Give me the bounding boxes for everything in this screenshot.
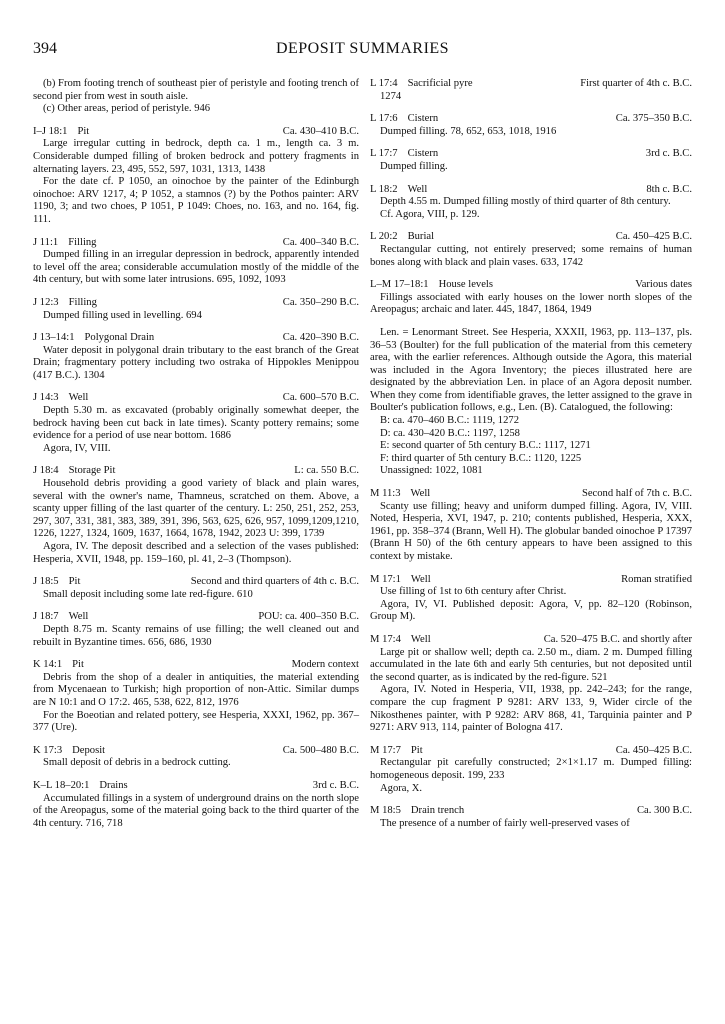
entry-paragraph: Depth 8.75 m. Scanty remains of use filling; the well cleaned out and rebuilt in Byzantine times. 656, 686, 1930 [33, 623, 359, 648]
deposit-id: J 18:4 [33, 465, 59, 477]
deposit-id: K 17:3 [33, 744, 63, 756]
entry-paragraph: 1274 [380, 90, 402, 102]
deposit-date: Ca. 430–410 B.C. [282, 125, 359, 137]
deposit-id: M 17:7 [370, 744, 401, 756]
entry-heading [33, 745, 359, 758]
deposit-type: Filling [68, 236, 97, 248]
deposit-date: POU: ca. 400–350 B.C. [258, 611, 359, 623]
entry-paragraph: Use filling of 1st to 6th century after Christ. [380, 586, 567, 598]
deposit-date: Ca. 450–425 B.C. [615, 744, 692, 756]
deposit-id: L 17:4 [370, 78, 398, 89]
deposit-date: Ca. 500–480 B.C. [282, 744, 359, 756]
deposit-date: Modern context [291, 659, 359, 671]
deposit-entry [33, 392, 359, 455]
deposit-id: K–L 18–20:1 [33, 779, 90, 791]
entry-heading [33, 297, 359, 310]
deposit-entry [33, 745, 359, 770]
entry-heading [33, 576, 359, 589]
deposit-date: Ca. 400–340 B.C. [282, 236, 359, 248]
entry-paragraph: For the Boeotian and related pottery, see Hesperia, XXXI, 1962, pp. 367–377 (Ure). [33, 709, 359, 734]
deposit-date: Ca. 350–290 B.C. [282, 296, 359, 308]
deposit-entry [33, 611, 359, 649]
deposit-entry [33, 332, 359, 382]
deposit-entry [370, 78, 692, 103]
deposit-id: I–J 18:1 [33, 125, 68, 137]
entry-paragraph: Small deposit including some late red-figure. 610 [43, 588, 253, 600]
lenormant-item: E: second quarter of 5th century B.C.: 1117, 1271 [380, 440, 591, 452]
deposit-date: Second and third quarters of 4th c. B.C. [190, 576, 359, 588]
deposit-type: Pit [410, 744, 423, 756]
entry-heading [33, 392, 359, 405]
entry-paragraph: Agora, X. [380, 782, 423, 794]
left-column [33, 78, 359, 840]
lenormant-item: D: ca. 430–420 B.C.: 1197, 1258 [380, 427, 520, 439]
entry-paragraph: Scanty use filling; heavy and uniform dumped filling. Agora, IV, VIII. Noted, Hesperia, XVI, 1947, p. 210; contents published, Hesperia, XXX, 1961, pp. 358–374 (Brann, Well H). The globular banded oinochoe P 17397 (Brann H 50) of the 6th century appears to have been assigned to this context by mistake. [370, 500, 692, 562]
entry-paragraph: Fillings associated with early houses on the lower north slopes of the Areopagus; archaic and later. 445, 1847, 1864, 1949 [370, 291, 692, 316]
deposit-type: Well [407, 183, 428, 195]
entry-paragraph: Depth 5.30 m. as excavated (probably originally somewhat deeper, the bedrock having been cut back in late times). Scanty pottery remains; some evidence for a period of use near bottom. 1686 [33, 405, 359, 442]
deposit-date: Ca. 375–350 B.C. [615, 113, 692, 125]
entry-paragraph: Cf. Agora, VIII, p. 129. [380, 208, 480, 220]
deposit-date: Second half of 7th c. B.C. [581, 488, 692, 500]
deposit-date: 8th c. B.C. [646, 183, 692, 195]
deposit-id: M 11:3 [370, 488, 401, 500]
right-column [370, 78, 692, 840]
deposit-entry [33, 237, 359, 287]
deposit-type: Well [68, 611, 89, 623]
deposit-id: M 17:1 [370, 573, 401, 585]
deposit-date: 3rd c. B.C. [645, 148, 692, 160]
entry-heading [370, 574, 692, 587]
deposit-entry [33, 576, 359, 601]
entry-heading [370, 634, 692, 647]
entry-heading [370, 745, 692, 758]
left-entries [33, 126, 359, 831]
entry-heading [370, 231, 692, 244]
deposit-type: Pit [77, 125, 90, 137]
deposit-id: L 17:6 [370, 113, 398, 125]
continuation-text: (c) Other areas, period of peristyle. 946 [43, 103, 211, 115]
entry-paragraph: Agora, IV. Noted in Hesperia, VII, 1938, pp. 242–243; for the range, compare the cup fragment P 9281: ARV 133, 9, Wider circle of the Nikosthenes painter, with P 9282: ARV 868, 41, Tarquinia painter and P 9271: ARV 913, 114, painter of Bologna 417. [370, 684, 692, 734]
entry-paragraph: Dumped filling in an irregular depression in bedrock, apparently intended to level off the area; considerable accumulation mostly of the middle of the 4th century, but with some later intrusions. 695, 1092, 1093 [33, 249, 359, 286]
entry-heading [370, 279, 692, 292]
deposit-id: J 12:3 [33, 296, 59, 308]
entry-heading [33, 126, 359, 139]
deposit-type: Pit [68, 576, 81, 588]
entry-paragraph: Dumped filling. 78, 652, 653, 1018, 1916 [380, 125, 557, 137]
deposit-type: Deposit [72, 744, 106, 756]
entry-paragraph: Dumped filling. [380, 160, 448, 172]
deposit-type: Cistern [407, 113, 439, 125]
deposit-entry [370, 113, 692, 138]
entry-heading [33, 332, 359, 345]
entry-heading [370, 488, 692, 501]
lenormant-text: Len. = Lenormant Street. See Hesperia, XXXII, 1963, pp. 113–137, pls. 36–53 (Boulter) for the full publication of the material from this cemetery area, with the earlier references. Although outside the Agora, this material was included in the Agora Inventory; the pieces illustrated here are designated by the abbreviation Len. in place of an Agora deposit number. When they come from identifiable graves, the letter assigned to the grave in Boulter's publication follows, e.g., Len. (B). Catalogued, the following: [370, 326, 692, 414]
entry-paragraph: Agora, IV, VI. Published deposit: Agora, V, pp. 82–120 (Robinson, Group M). [370, 598, 692, 623]
deposit-id: M 18:5 [370, 805, 401, 817]
deposit-entry [370, 279, 692, 317]
entry-paragraph: The presence of a number of fairly well-preserved vases of [380, 817, 630, 829]
deposit-id: J 18:7 [33, 611, 59, 623]
deposit-entry [370, 745, 692, 795]
continuation-block [33, 78, 359, 116]
entry-paragraph: Large pit or shallow well; depth ca. 2.50 m., diam. 2 m. Dumped filling accumulated in the late 6th and early 5th centuries, but not deposited until the second quarter, as is indicated by the red-figure. 521 [370, 646, 692, 683]
entry-paragraph: Large irregular cutting in bedrock, depth ca. 1 m., length ca. 3 m. Considerable dumped filling of broken bedrock and pottery fragments in alternating layers. 23, 495, 552, 597, 1031, 1313, 1438 [33, 138, 359, 175]
deposit-entry [33, 297, 359, 322]
deposit-date: Ca. 520–475 B.C. and shortly after [543, 633, 692, 645]
page-number: 394 [33, 40, 57, 57]
deposit-id: J 13–14:1 [33, 332, 75, 344]
deposit-entry [370, 148, 692, 173]
entry-heading [370, 78, 692, 91]
deposit-date: Ca. 420–390 B.C. [282, 332, 359, 344]
deposit-date: Ca. 600–570 B.C. [282, 392, 359, 404]
deposit-entry [370, 634, 692, 735]
entry-heading [370, 113, 692, 126]
deposit-type: House levels [438, 279, 493, 291]
entry-paragraph: Rectangular cutting, not entirely preserved; some remains of human bones along with black and plain vases. 633, 1742 [370, 243, 692, 268]
continuation-text: (b) From footing trench of southeast pier of peristyle and footing trench of second pier from west in south aisle. [33, 78, 359, 102]
deposit-entry [33, 126, 359, 227]
entry-paragraph: Small deposit of debris in a bedrock cutting. [43, 757, 231, 769]
deposit-id: J 14:3 [33, 392, 59, 404]
entry-heading [33, 465, 359, 478]
deposit-entry [33, 659, 359, 735]
deposit-date: Ca. 450–425 B.C. [615, 231, 692, 243]
entry-heading [370, 184, 692, 197]
entry-paragraph: For the date cf. P 1050, an oinochoe by the painter of the Edinburgh oinochoe: ARV 1217, 4; P 1052, a stamnos (?) by the Pothos painter: ARV 1190, 3; and two choes, P 1051, P 1049: Choes, no. 163, and no. 164, fig. 111. [33, 176, 359, 225]
deposit-type: Burial [407, 231, 435, 243]
deposit-type: Well [410, 573, 431, 585]
entry-paragraph: Agora, IV. The deposit described and a selection of the vases published: Hesperia, XVII, 1948, pp. 159–160, pl. 41, 2–3 (Thompson). [33, 541, 359, 565]
entry-paragraph: Agora, IV, VIII. [43, 442, 111, 454]
running-head: DEPOSIT SUMMARIES [275, 40, 450, 57]
deposit-id: L 20:2 [370, 231, 398, 243]
deposit-entry [370, 574, 692, 624]
lenormant-list [380, 415, 692, 478]
right-entries-continued [370, 488, 692, 830]
deposit-entry [370, 805, 692, 830]
deposit-date: Ca. 300 B.C. [636, 805, 692, 817]
deposit-type: Cistern [407, 148, 439, 160]
deposit-id: J 11:1 [33, 236, 59, 248]
deposit-entry [370, 488, 692, 564]
deposit-id: M 17:4 [370, 633, 401, 645]
lenormant-item: F: third quarter of 5th century B.C.: 1120, 1225 [380, 452, 582, 464]
deposit-id: J 18:5 [33, 576, 59, 588]
entry-paragraph: Depth 4.55 m. Dumped filling mostly of third quarter of 8th century. [380, 196, 671, 208]
deposit-date: L: ca. 550 B.C. [294, 465, 359, 477]
entry-heading [33, 237, 359, 250]
deposit-type: Sacrificial pyre [407, 78, 473, 89]
deposit-entry [370, 231, 692, 269]
deposit-date: 3rd c. B.C. [312, 779, 359, 791]
deposit-date: Various dates [635, 279, 692, 291]
deposit-type: Well [410, 633, 431, 645]
deposit-type: Storage Pit [68, 465, 116, 477]
entry-heading [370, 805, 692, 818]
deposit-entry [33, 780, 359, 830]
deposit-id: L 18:2 [370, 183, 398, 195]
entry-heading [33, 780, 359, 793]
deposit-type: Filling [68, 296, 97, 308]
entry-paragraph: Dumped filling used in levelling. 694 [43, 309, 202, 321]
entry-paragraph: Rectangular pit carefully constructed; 2×1×1.17 m. Dumped filling: homogeneous deposit. 199, 233 [370, 757, 692, 781]
deposit-id: L–M 17–18:1 [370, 279, 429, 291]
deposit-type: Well [410, 488, 431, 500]
deposit-id: K 14:1 [33, 659, 63, 671]
entry-paragraph: Water deposit in polygonal drain tributary to the east branch of the Great Drain; fragmentary pottery including two ostraka of Hippokles Menippou (417 B.C.). 1304 [33, 344, 359, 381]
entry-heading [370, 148, 692, 161]
deposit-entry [370, 184, 692, 222]
lenormant-item: B: ca. 470–460 B.C.: 1119, 1272 [380, 415, 519, 427]
entry-heading [33, 659, 359, 672]
deposit-type: Drain trench [410, 805, 465, 817]
deposit-id: L 17:7 [370, 148, 398, 160]
lenormant-item: Unassigned: 1022, 1081 [380, 465, 483, 477]
entry-heading [33, 611, 359, 624]
deposit-date: First quarter of 4th c. B.C. [580, 78, 692, 89]
deposit-type: Drains [99, 779, 128, 791]
deposit-type: Polygonal Drain [84, 332, 155, 344]
deposit-type: Pit [72, 659, 84, 671]
deposit-type: Well [68, 392, 89, 404]
deposit-entry [33, 465, 359, 566]
deposit-date: Roman stratified [621, 573, 692, 585]
entry-paragraph: Accumulated fillings in a system of underground drains on the north slope of the Areopagus, some of the material going back to the third quarter of the 4th century. 716, 718 [33, 792, 359, 829]
lenormant-block [370, 327, 692, 478]
right-entries [370, 78, 692, 317]
entry-paragraph: Household debris providing a good variety of black and plain wares, several with the owner's name, Thamneus, scratched on them. Above, a scanty upper filling of the last quarter of the century. L: 250, 251, 252, 253, 297, 307, 331, 381, 383, 389, 391, 396, 563, 625, 626, 957, 1099,1209,1210, 1226, 1227, 1324, 1609, 1637, 1664, 1678, 1942, 2023 U: 399, 1739 [33, 478, 359, 540]
entry-paragraph: Debris from the shop of a dealer in antiquities, the material extending from Mycenaean to Turkish; high proportion of non-Attic. Similar dumps are N 10:1 and O 17:2. 465, 538, 622, 812, 1976 [33, 671, 359, 708]
